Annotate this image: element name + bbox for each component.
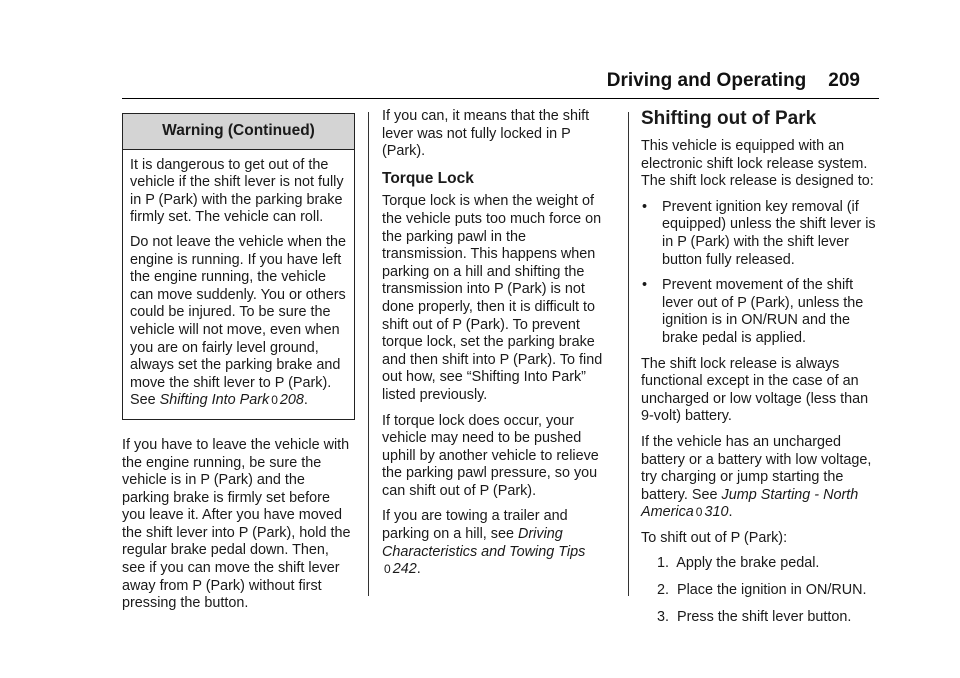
list-item: [641, 199, 881, 269]
col3-paragraph-4: To shift out of P (Park):: [641, 529, 788, 546]
warning-paragraph-1: It is dangerous to get out of the vehicle if the shift lever is not fully in P (Park) with the parking brake firmly set. The vehicle can roll.: [130, 156, 344, 226]
page-ref-208[interactable]: 208: [279, 392, 304, 409]
warning-title: Warning (Continued): [123, 114, 354, 150]
col2-paragraph-3: If torque lock does occur, your vehicle may need to be pushed uphill by another vehicle to relieve the parking pawl pressure, so you can shift out of P (Park).: [382, 412, 599, 499]
list-item: [641, 277, 881, 347]
page-number: 209: [828, 70, 860, 91]
warning-box: [122, 113, 355, 420]
col3-paragraph-1: This vehicle is equipped with an electronic shift lock release system. The shift lock release is designed to:: [641, 138, 874, 190]
col2-paragraph-4: [382, 508, 608, 578]
list-item: [657, 582, 881, 600]
page-ref-310[interactable]: 310: [704, 504, 729, 521]
page-ref-arrow-icon: 0: [271, 393, 278, 408]
column-divider-1: [368, 112, 369, 596]
warning-paragraph-2: [130, 234, 347, 410]
page-ref-arrow-icon: 0: [695, 505, 703, 520]
cross-ref-jump-starting[interactable]: Jump Starting - North America: [641, 486, 859, 521]
period: .: [416, 561, 421, 578]
col3-paragraph-3: [641, 434, 881, 522]
step-number: 2.: [657, 582, 670, 599]
step-text: Press the shift lever button.: [677, 608, 852, 625]
section-title: Driving and Operating: [606, 70, 807, 91]
bullet-text: Prevent movement of the shift lever out of P (Park), unless the ignition is in ON/RUN and the brake pedal is applied.: [662, 277, 864, 346]
col2-paragraph-2: Torque lock is when the weight of the vehicle puts too much force on the parking pawl in the transmission. This happens when parking on a hill and shifting the transmission into P (Park) is not done properly, then it is difficult to shift out of P (Park). To prevent torque lock, set the parking brake and then shift into P (Park). To find out how, see “Shifting Into Park” listed previously.: [382, 193, 603, 403]
col2-paragraph-1: If you can, it means that the shift lever was not fully locked in P (Park).: [382, 108, 590, 160]
list-item: [657, 555, 881, 573]
warning-paragraph-2-text: Do not leave the vehicle when the engine is running. If you have left the engine running, the vehicle can move suddenly. You or others could be injured. To be sure the vehicle will not move, even when you are on fairly level ground, always set the parking brake and move the shift lever to P (Park). See: [130, 233, 347, 409]
steps-list: [641, 555, 881, 626]
column-divider-2: [628, 112, 629, 596]
page-ref-arrow-icon: 0: [384, 562, 391, 577]
cross-ref-driving-characteristics[interactable]: Driving Characteristics and Towing Tips: [382, 526, 586, 560]
bullet-icon: •: [642, 198, 648, 215]
column-1: [122, 113, 355, 621]
page-ref-242[interactable]: 242: [392, 561, 417, 578]
bullet-icon: •: [642, 277, 648, 294]
bullet-list: [641, 199, 881, 348]
torque-lock-heading: Torque Lock: [382, 169, 474, 187]
column-3: [641, 108, 881, 635]
column-2: [382, 108, 608, 587]
list-item: [657, 609, 881, 627]
header-rule: [122, 98, 879, 99]
period: .: [303, 392, 308, 409]
step-number: 1.: [657, 555, 670, 572]
warning-body: [123, 150, 354, 419]
step-number: 3.: [657, 608, 670, 625]
step-text: Place the ignition in ON/RUN.: [677, 582, 867, 599]
step-text: Apply the brake pedal.: [676, 555, 820, 572]
col3-paragraph-2: The shift lock release is always functional except in the case of an uncharged or low voltage (less than 9-volt) battery.: [641, 355, 869, 425]
page-header: [560, 70, 860, 92]
period: .: [728, 504, 733, 521]
col3-paragraph-3-text: If the vehicle has an uncharged battery or a battery with low voltage, try charging or jump starting the battery. See: [641, 433, 872, 503]
shifting-out-of-park-heading: Shifting out of Park: [641, 108, 817, 129]
cross-ref-shifting-into-park[interactable]: Shifting Into Park: [159, 392, 270, 409]
bullet-text: Prevent ignition key removal (if equipped) unless the shift lever is in P (Park) with the shift lever button fully released.: [662, 198, 876, 268]
col2-paragraph-4-text: If you are towing a trailer and parking on a hill, see: [382, 508, 568, 543]
col1-paragraph-1: If you have to leave the vehicle with the engine running, be sure the vehicle is in P (Park) and the parking brake is firmly set before you leave it. After you have moved the shift lever into P (Park), hold the regular brake pedal down. Then, see if you can move the shift lever away from P (Park) without first pressing the button.: [122, 436, 351, 612]
